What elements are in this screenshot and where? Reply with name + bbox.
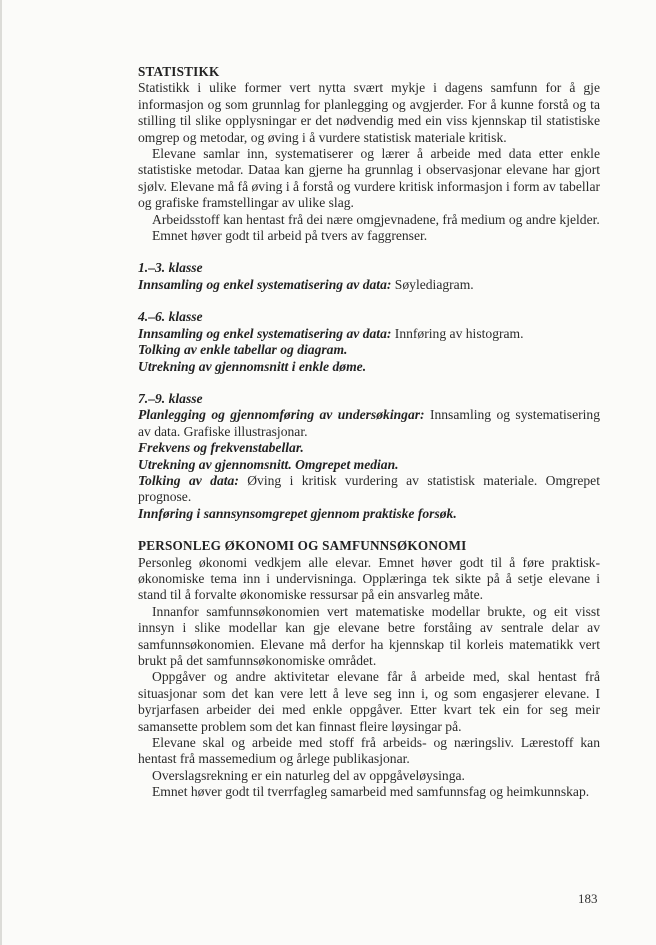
text-column — [138, 64, 600, 801]
paragraph: Innanfor samfunnsøkonomien vert matematiske modellar brukte, og eit visst innsyn i slike modellar kan gje elevane betre forståing av sentrale delar av samfunnsøkonomien. Elevane må derfor ha kjennskap til korleis matematikk vert brukt på det samfunnsøkonomiske området. — [138, 603, 600, 668]
curriculum-line: Innsamling og enkel systematisering av data: Innføring av histogram. — [138, 325, 524, 341]
curriculum-line: Innsamling og enkel systematisering av data: Søylediagram. — [138, 276, 474, 292]
paragraph: Overslagsrekning er ein naturleg del av oppgåveløysinga. — [152, 767, 465, 783]
curriculum-line: Utrekning av gjennomsnitt i enkle døme. — [138, 358, 367, 374]
section-heading-okonomi: PERSONLEG ØKONOMI OG SAMFUNNSØKONOMI — [138, 538, 467, 554]
paragraph: Elevane skal og arbeide med stoff frå arbeids- og næringsliv. Lærestoff kan hentast frå massemedium og årlege publikasjonar. — [138, 735, 600, 767]
grade-heading: 4.–6. klasse — [138, 309, 203, 325]
paragraph: Statistikk i ulike former vert nytta svært mykje i dagens samfunn for å gje informasjon og som grunnlag for planlegging og avgjerder. For å kunne forstå og ta stilling til slike opplysningar er det nødvendig med ein viss kjennskap til statistiske omgrep og metodar, og øving i å vurdere statistisk materiale kritisk. — [138, 80, 600, 145]
paragraph: Oppgåver og andre aktivitetar elevane får å arbeide med, skal hentast frå situasjonar som det kan vere lett å leve seg inn i, og som engasjerer elevane. I byrjarfasen arbeider dei med enkle oppgåver. Etter kvart tek ein for seg meir samansette problem som det kan finnast fleire løysingar på. — [138, 669, 600, 734]
grade-heading: 7.–9. klasse — [138, 390, 203, 406]
curriculum-line: Innføring i sannsynsomgrepet gjennom praktiske forsøk. — [138, 505, 457, 521]
page-number: 183 — [578, 891, 598, 906]
paragraph: Personleg økonomi vedkjem alle elevar. Emnet høver godt til å føre praktisk-økonomiske tema inn i undervisninga. Opplæringa tek sikte på å setje elevane i stand til å forvalte økonomiske ressursar på ein ansvarleg måte. — [138, 554, 600, 603]
grade-heading: 1.–3. klasse — [138, 260, 203, 276]
curriculum-line: Frekvens og frekvenstabellar. — [138, 440, 304, 456]
curriculum-line: Tolking av data: Øving i kritisk vurdering av statistisk materiale. Omgrepet prognose. — [138, 472, 600, 505]
section-heading-statistikk: STATISTIKK — [138, 64, 220, 79]
curriculum-line: Tolking av enkle tabellar og diagram. — [138, 342, 348, 358]
paragraph: Emnet høver godt til arbeid på tvers av faggrenser. — [152, 228, 428, 244]
paragraph: Elevane samlar inn, systematiserer og lærer å arbeide med data etter enkle statistiske metodar. Dataa kan gjerne ha grunnlag i observasjonar elevane har gjort sjølv. Elevane må få øving i å forstå og vurdere kritisk informasjon i form av tabellar og grafiske framstellingar av ulike slag. — [138, 146, 600, 211]
paragraph: Emnet høver godt til tverrfagleg samarbeid med samfunnsfag og heimkunnskap. — [152, 784, 590, 800]
paragraph: Arbeidsstoff kan hentast frå dei nære omgjevnadene, frå medium og andre kjelder. — [152, 211, 600, 227]
curriculum-line: Utrekning av gjennomsnitt. Omgrepet median. — [138, 456, 399, 472]
page-edge — [0, 0, 2, 945]
curriculum-line: Planlegging og gjennomføring av undersøkingar: Innsamling og systematisering av data. Grafiske illustrasjonar. — [138, 407, 600, 439]
